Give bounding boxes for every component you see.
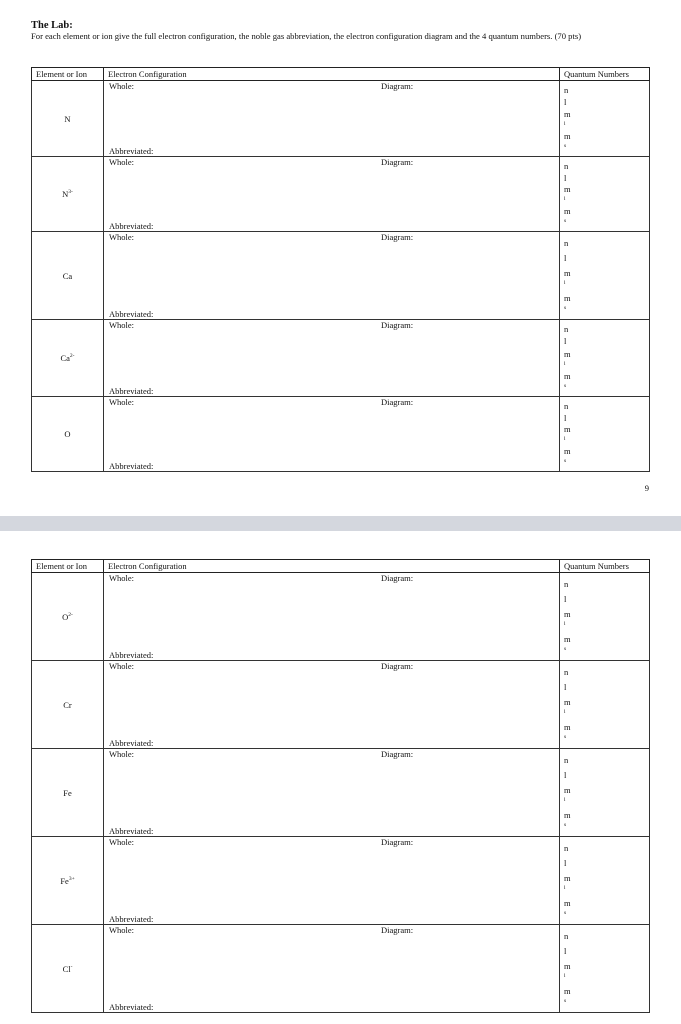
qn-ml-label: m l (564, 784, 571, 803)
qn-l-label: l (564, 769, 567, 780)
qn-n-label: n (564, 400, 569, 411)
quantum-number-list (560, 81, 649, 156)
quantum-number-list (560, 661, 649, 748)
qn-n-label: n (564, 85, 569, 95)
quantum-numbers-cell[interactable] (560, 837, 650, 925)
electron-config-table-2 (31, 559, 650, 1013)
abbreviated-label: Abbreviated: (109, 386, 154, 396)
element-symbol: Ca (62, 270, 73, 281)
qn-ms-label: m s (564, 370, 571, 389)
element-symbol: Ca (60, 353, 70, 363)
quantum-number-list (560, 157, 649, 231)
qn-ms-label: m s (564, 131, 571, 149)
electron-configuration-cell[interactable] (104, 573, 560, 661)
element-symbol-cell (32, 397, 104, 472)
page-divider (0, 516, 681, 531)
abbreviated-label: Abbreviated: (109, 738, 154, 748)
qn-l-label: l (564, 97, 567, 107)
whole-label: Whole: (109, 661, 135, 671)
table-row (32, 232, 650, 320)
qn-ml-label: m l (564, 872, 571, 891)
table-row (32, 749, 650, 837)
qn-l-label: l (564, 412, 567, 423)
qn-l-label: l (564, 172, 567, 183)
whole-label: Whole: (109, 837, 135, 847)
quantum-numbers-cell[interactable] (560, 925, 650, 1013)
qn-ml-label: m l (564, 608, 571, 627)
qn-ml-label: m l (564, 267, 571, 286)
electron-configuration-cell[interactable] (104, 749, 560, 837)
element-symbol-cell (32, 232, 104, 320)
qn-ms-label: m s (564, 206, 571, 225)
whole-label: Whole: (109, 749, 135, 759)
instructions-text: For each element or ion give the full electron configuration, the noble gas abbreviation, the electron configuration diagram and the 4 quantum numbers. (70 pts) (31, 31, 582, 41)
element-symbol-cell (32, 81, 104, 157)
diagram-label: Diagram: (381, 749, 414, 759)
element-symbol-cell (32, 925, 104, 1013)
table-row (32, 925, 650, 1013)
qn-l-label: l (564, 681, 567, 692)
element-symbol-cell (32, 661, 104, 749)
diagram-label: Diagram: (381, 837, 414, 847)
ion-charge: - (70, 963, 73, 970)
header-quantum-numbers: Quantum Numbers (560, 560, 650, 573)
page-title: The Lab: (31, 20, 73, 31)
element-symbol-cell (32, 320, 104, 397)
qn-ms-label: m s (564, 633, 571, 652)
qn-n-label: n (564, 578, 569, 589)
qn-n-label: n (564, 666, 569, 677)
quantum-number-list (560, 232, 649, 319)
abbreviated-label: Abbreviated: (109, 650, 154, 660)
header-electron-configuration: Electron Configuration (104, 68, 560, 81)
quantum-numbers-cell[interactable] (560, 661, 650, 749)
qn-ml-label: m l (564, 424, 571, 443)
qn-l-label: l (564, 336, 567, 347)
whole-label: Whole: (109, 320, 135, 330)
header-element-or-ion: Element or Ion (32, 68, 104, 81)
element-symbol: Cr (63, 699, 72, 710)
qn-ml-label: m l (564, 348, 571, 367)
qn-n-label: n (564, 842, 569, 853)
quantum-numbers-cell[interactable] (560, 573, 650, 661)
qn-ml-label: m l (564, 696, 571, 715)
qn-n-label: n (564, 324, 569, 335)
diagram-label: Diagram: (381, 81, 414, 91)
ion-charge: 2- (69, 353, 75, 360)
page-number: 9 (644, 483, 649, 493)
diagram-label: Diagram: (381, 320, 414, 330)
qn-ms-label: m s (564, 985, 571, 1004)
qn-ms-label: m s (564, 897, 571, 916)
qn-l-label: l (564, 593, 567, 604)
quantum-numbers-cell[interactable] (560, 157, 650, 232)
element-symbol: O (62, 611, 69, 622)
qn-ml-label: m l (564, 184, 571, 203)
qn-ms-label: m s (564, 446, 571, 465)
ion-charge: 3+ (68, 875, 75, 882)
quantum-number-list (560, 320, 649, 396)
element-symbol-cell (32, 749, 104, 837)
quantum-numbers-cell[interactable] (560, 397, 650, 472)
table-row (32, 837, 650, 925)
whole-label: Whole: (109, 573, 135, 583)
abbreviated-label: Abbreviated: (109, 146, 154, 156)
abbreviated-label: Abbreviated: (109, 1002, 154, 1012)
quantum-numbers-cell[interactable] (560, 81, 650, 157)
element-symbol-cell (32, 157, 104, 232)
qn-n-label: n (564, 930, 569, 941)
diagram-label: Diagram: (381, 925, 414, 935)
electron-configuration-cell[interactable] (104, 81, 560, 157)
qn-ms-label: m s (564, 721, 571, 740)
diagram-label: Diagram: (381, 157, 414, 167)
element-symbol-cell (32, 837, 104, 925)
electron-configuration-cell[interactable] (104, 837, 560, 925)
abbreviated-label: Abbreviated: (109, 914, 154, 924)
quantum-number-list (560, 397, 649, 471)
quantum-number-list (560, 925, 649, 1012)
abbreviated-label: Abbreviated: (109, 826, 154, 836)
abbreviated-label: Abbreviated: (109, 309, 154, 319)
qn-ml-label: m l (564, 960, 571, 979)
table-row (32, 573, 650, 661)
electron-configuration-cell[interactable] (104, 661, 560, 749)
header-quantum-numbers: Quantum Numbers (560, 68, 650, 81)
quantum-number-list (560, 749, 649, 836)
whole-label: Whole: (109, 925, 135, 935)
table-row (32, 81, 650, 157)
ion-charge: 3- (68, 189, 73, 196)
element-symbol: Fe (60, 875, 69, 886)
header-element-or-ion: Element or Ion (32, 560, 104, 573)
electron-configuration-cell[interactable] (104, 157, 560, 232)
diagram-label: Diagram: (381, 661, 414, 671)
element-symbol-cell (32, 573, 104, 661)
diagram-label: Diagram: (381, 573, 414, 583)
electron-config-table-1 (31, 67, 650, 472)
qn-n-label: n (564, 237, 569, 248)
electron-configuration-cell[interactable] (104, 320, 560, 397)
qn-n-label: n (564, 754, 569, 765)
qn-l-label: l (564, 857, 567, 868)
ion-charge: 2- (68, 611, 73, 618)
qn-l-label: l (564, 252, 567, 263)
header-electron-configuration: Electron Configuration (104, 560, 560, 573)
qn-ms-label: m s (564, 809, 571, 828)
qn-ms-label: m s (564, 292, 571, 311)
whole-label: Whole: (109, 232, 135, 242)
element-symbol: Fe (63, 787, 72, 798)
whole-label: Whole: (109, 397, 135, 407)
worksheet-page-10 (0, 531, 681, 1024)
whole-label: Whole: (109, 157, 135, 167)
abbreviated-label: Abbreviated: (109, 221, 154, 231)
quantum-number-list (560, 573, 649, 660)
electron-configuration-cell[interactable] (104, 925, 560, 1013)
diagram-label: Diagram: (381, 232, 414, 242)
diagram-label: Diagram: (381, 397, 414, 407)
quantum-numbers-cell[interactable] (560, 232, 650, 320)
whole-label: Whole: (109, 81, 135, 91)
quantum-numbers-cell[interactable] (560, 749, 650, 837)
qn-n-label: n (564, 160, 569, 171)
qn-ml-label: m l (564, 109, 571, 127)
element-symbol: N (62, 189, 69, 199)
abbreviated-label: Abbreviated: (109, 461, 154, 471)
element-symbol: Cl (62, 963, 71, 974)
table-row (32, 397, 650, 472)
table-row (32, 661, 650, 749)
element-symbol: O (64, 429, 71, 439)
quantum-number-list (560, 837, 649, 924)
electron-configuration-cell[interactable] (104, 232, 560, 320)
element-symbol: N (64, 113, 71, 124)
table-row (32, 320, 650, 397)
table-row (32, 157, 650, 232)
qn-l-label: l (564, 945, 567, 956)
electron-configuration-cell[interactable] (104, 397, 560, 472)
quantum-numbers-cell[interactable] (560, 320, 650, 397)
